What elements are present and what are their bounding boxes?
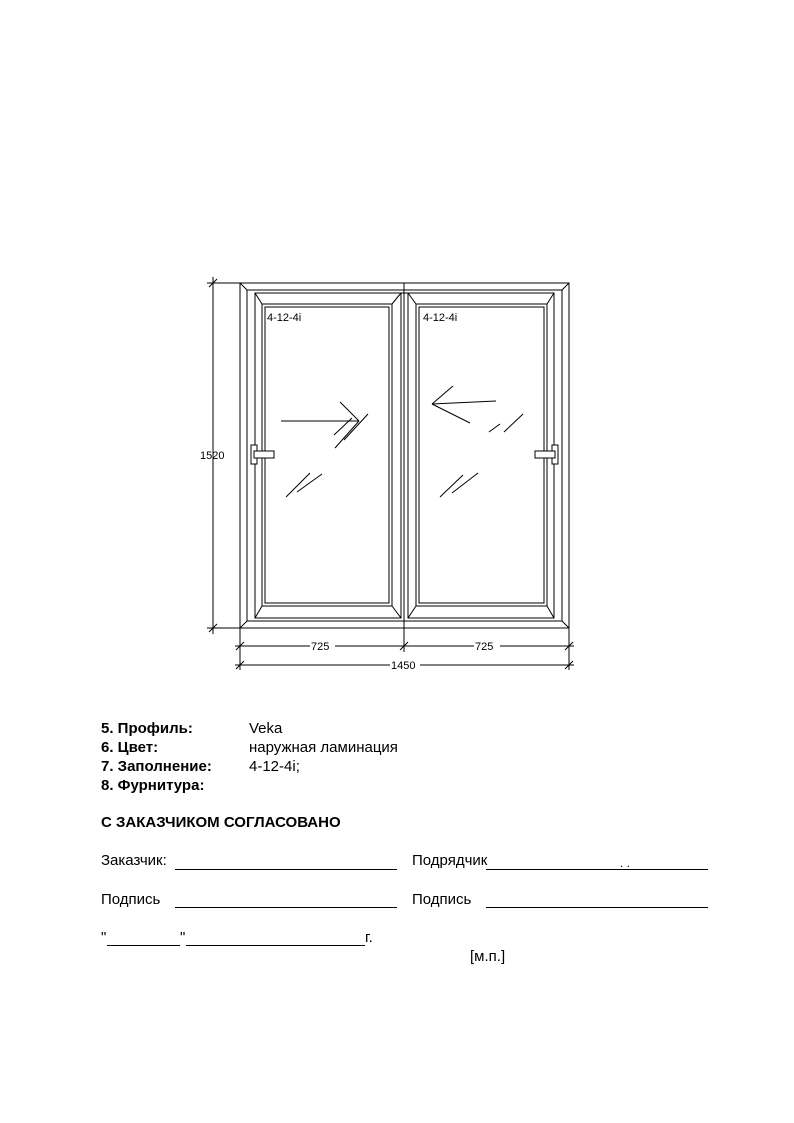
glass-reflection-right	[440, 414, 523, 497]
right-glass-label: 4-12-4i	[423, 312, 458, 324]
total-width-label: 1450	[391, 660, 416, 672]
contractor-dots: . .	[620, 856, 631, 870]
spec-label: 7. Заполнение:	[101, 758, 212, 775]
contractor-line	[486, 869, 708, 870]
left-sash-outer	[255, 293, 401, 618]
date-day-line	[107, 945, 180, 946]
date-quote-close: "	[180, 929, 186, 946]
left-sash-inner	[262, 304, 392, 606]
signature-label-left: Подпись	[101, 891, 161, 908]
signature-label-right: Подпись	[412, 891, 472, 908]
contractor-label: Подрядчик	[412, 852, 488, 869]
spec-value: наружная ламинация	[249, 739, 398, 756]
stamp-placeholder: [м.п.]	[470, 948, 506, 965]
right-sash-width-label: 725	[475, 641, 494, 653]
customer-label: Заказчик:	[101, 852, 167, 869]
spec-row-hardware	[101, 776, 701, 795]
date-quote-open: "	[101, 929, 107, 946]
spec-label: 5. Профиль:	[101, 720, 193, 737]
spec-row-color	[101, 738, 701, 757]
spec-value: 4-12-4i;	[249, 758, 300, 775]
right-sash-outer	[408, 293, 554, 618]
glass-reflection-left	[286, 414, 368, 497]
customer-line	[175, 869, 397, 870]
signature-line-left	[175, 907, 397, 908]
agreement-title: С ЗАКАЗЧИКОМ СОГЛАСОВАНО	[101, 814, 341, 831]
spec-row-profile	[101, 719, 701, 738]
left-glass	[265, 307, 389, 603]
left-sash-width-label: 725	[311, 641, 330, 653]
right-sash-inner	[416, 304, 547, 606]
spec-row-filling	[101, 757, 701, 776]
spec-value: Veka	[249, 720, 283, 737]
height-dimension-label: 1520	[200, 450, 225, 462]
spec-label: 8. Фурнитура:	[101, 777, 205, 794]
spec-label: 6. Цвет:	[101, 739, 159, 756]
left-glass-label: 4-12-4i	[267, 312, 302, 324]
slide-right-arrow-icon	[281, 402, 359, 448]
slide-left-arrow-icon	[432, 386, 496, 423]
date-month-line	[186, 945, 365, 946]
signature-line-right	[486, 907, 708, 908]
right-glass	[419, 307, 544, 603]
date-year-suffix: г.	[365, 929, 373, 946]
